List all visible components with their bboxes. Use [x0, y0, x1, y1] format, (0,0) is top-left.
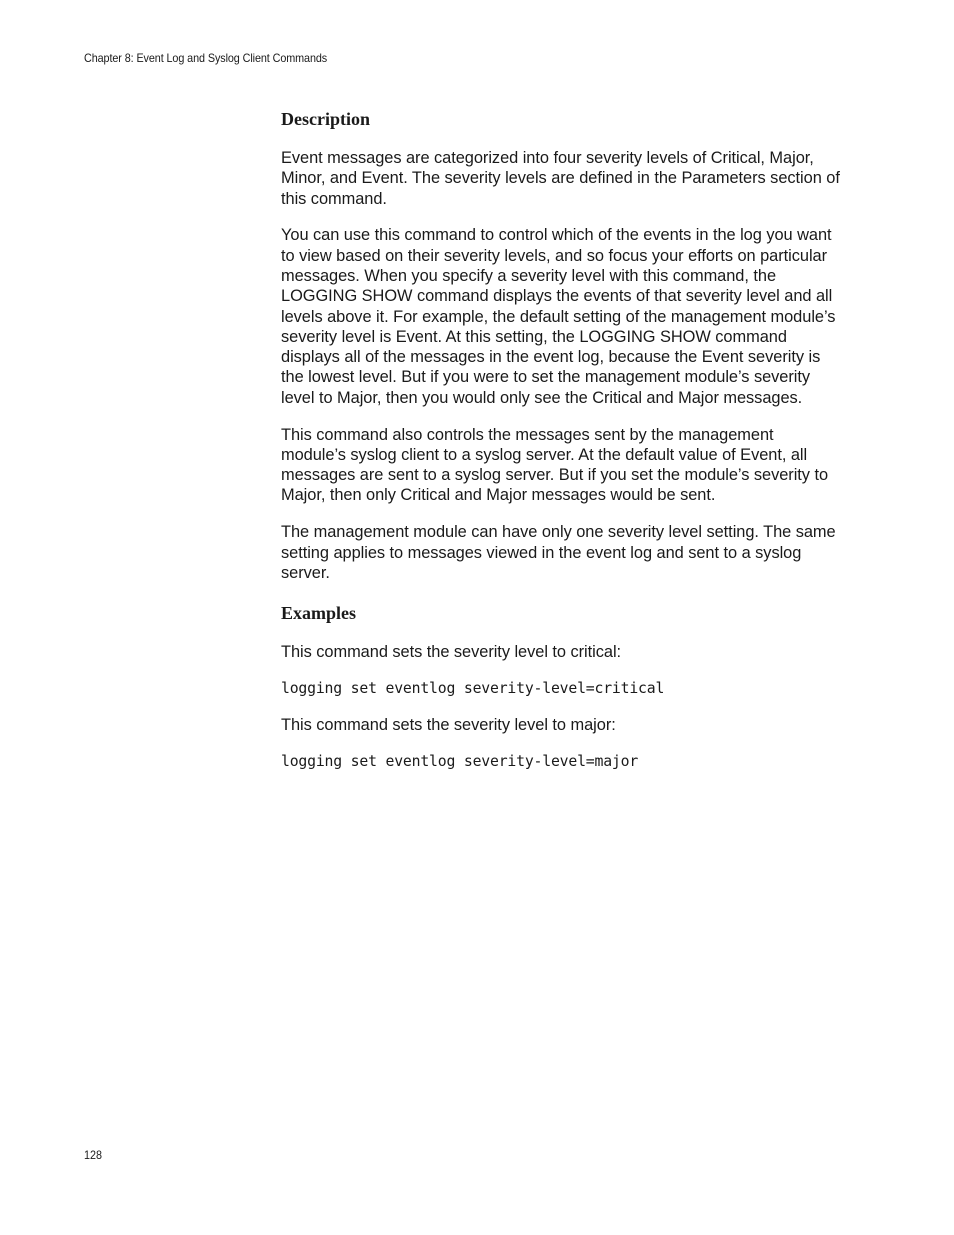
examples-heading: Examples	[281, 603, 357, 624]
description-paragraph-2: You can use this command to control which of the events in the log you want to view based on their severity levels, and so focus your efforts on particular messages. When you specify a severity level with this command, the LOGGING SHOW command displays the events of that severity level and all levels above it. For example, the default setting of the management module’s severity level is Event. At this setting, the LOGGING SHOW command displays all of the messages in the event log, because the Event severity is the lowest level. But if you were to set the management module’s severity level to Major, then you would only see the Critical and Major messages.	[281, 226, 836, 407]
page-content	[281, 107, 841, 789]
example-1-text: This command sets the severity level to critical:	[281, 643, 622, 662]
running-header: Chapter 8: Event Log and Syslog Client Commands	[84, 51, 328, 65]
example-1-code: logging set eventlog severity-level=critical	[281, 679, 665, 697]
description-heading: Description	[281, 109, 370, 129]
description-paragraph-3: This command also controls the messages sent by the management module’s syslog client to a syslog server. At the default value of Event, all messages are sent to a syslog server. But if you set the module’s severity to Major, then only Critical and Major messages would be sent.	[281, 425, 829, 505]
description-paragraph-4: The management module can have only one severity level setting. The same setting applies to messages viewed in the event log and sent to a syslog server.	[281, 523, 836, 582]
example-2-code: logging set eventlog severity-level=major	[281, 753, 639, 771]
example-2-text: This command sets the severity level to major:	[281, 716, 616, 735]
page-number: 128	[84, 1148, 103, 1162]
description-paragraph-1: Event messages are categorized into four severity levels of Critical, Major, Minor, and Event. The severity levels are defined in the Parameters section of this command.	[281, 149, 840, 208]
